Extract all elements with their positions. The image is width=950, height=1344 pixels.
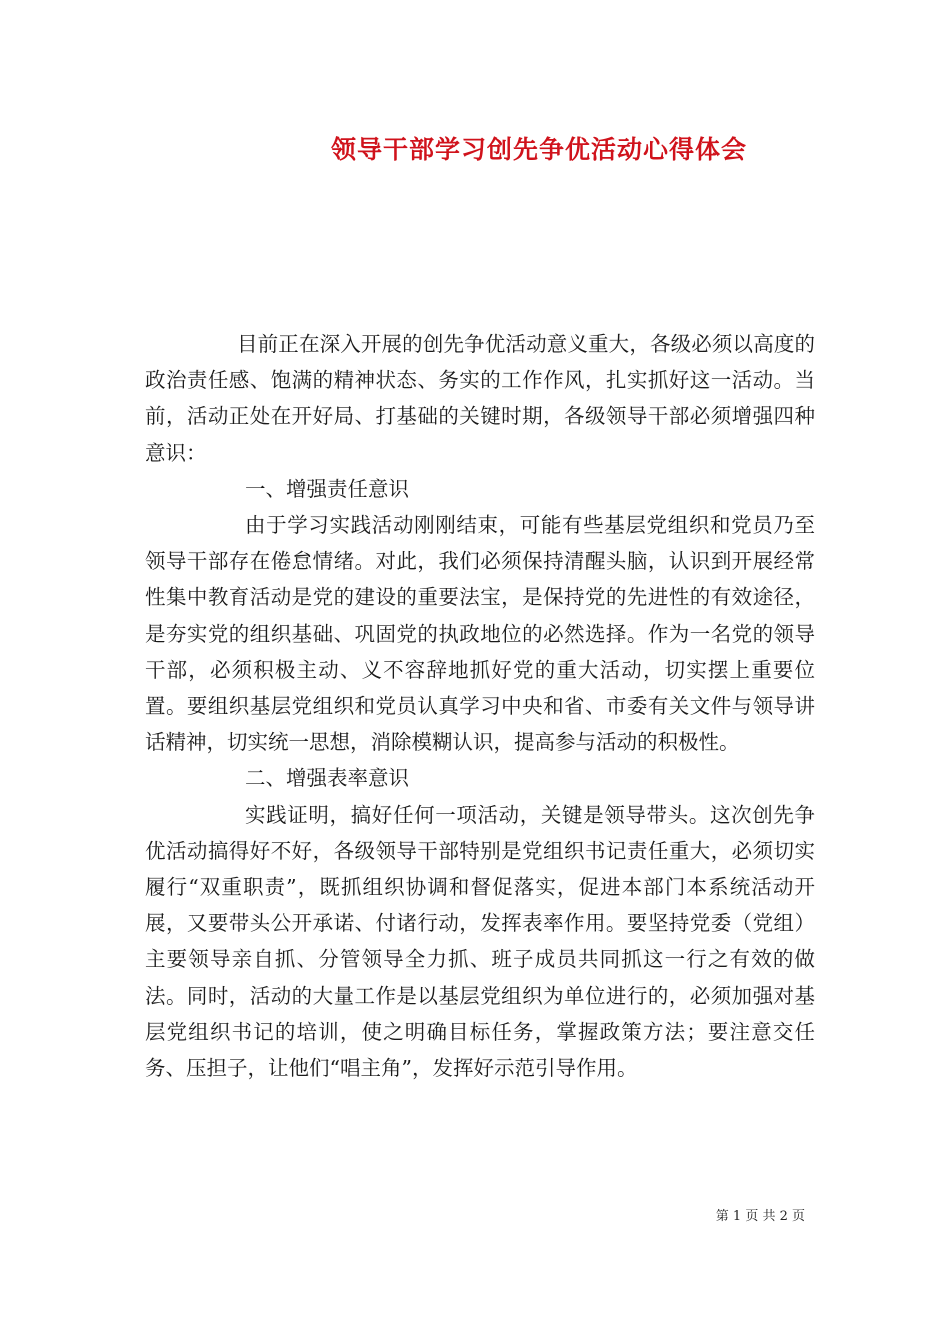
example-paragraph: 实践证明，搞好任何一项活动，关键是领导带头。这次创先争优活动搞得好不好，各级领导干部特别是党组织书记责任重大，必须切实履行“双重职责”，既抓组织协调和督促落实，促进本部门本系统活动开展，又要带头公开承诺、付诸行动，发挥表率作用。要坚持党委（党组）主要领导亲自抓、分管领导全力抓、班子成员共同抓这一行之有效的做法。同时，活动的大量工作是以基层党组织为单位进行的，必须加强对基层党组织书记的培训，使之明确目标任务，掌握政策方法；要注意交任务、压担子，让他们“唱主角”，发挥好示范引导作用。 — [145, 802, 815, 1081]
document-title: 领导干部学习创先争优活动心得体会 — [330, 135, 747, 164]
intro-paragraph: 目前正在深入开展的创先争优活动意义重大，各级必须以高度的政治责任感、饱满的精神状态、务实的工作作风，扎实抓好这一活动。当前，活动正处在开好局、打基础的关键时期，各级领导干部必须增强四种意识： — [145, 332, 815, 465]
document-body — [145, 326, 815, 1086]
section-heading-example: 二、增强表率意识 — [245, 766, 409, 791]
section-heading-responsibility: 一、增强责任意识 — [245, 476, 409, 501]
page-number-footer: 第 1 页 共 2 页 — [715, 1209, 805, 1224]
responsibility-paragraph: 由于学习实践活动刚刚结束，可能有些基层党组织和党员乃至领导干部存在倦怠情绪。对此，我们必须保持清醒头脑，认识到开展经常性集中教育活动是党的建设的重要法宝，是保持党的先进性的有效途径，是夯实党的组织基础、巩固党的执政地位的必然选择。作为一名党的领导干部，必须积极主动、义不容辞地抓好党的重大活动，切实摆上重要位置。要组织基层党组织和党员认真学习中央和省、市委有关文件与领导讲话精神，切实统一思想，消除模糊认识，提高参与活动的积极性。 — [145, 513, 815, 755]
